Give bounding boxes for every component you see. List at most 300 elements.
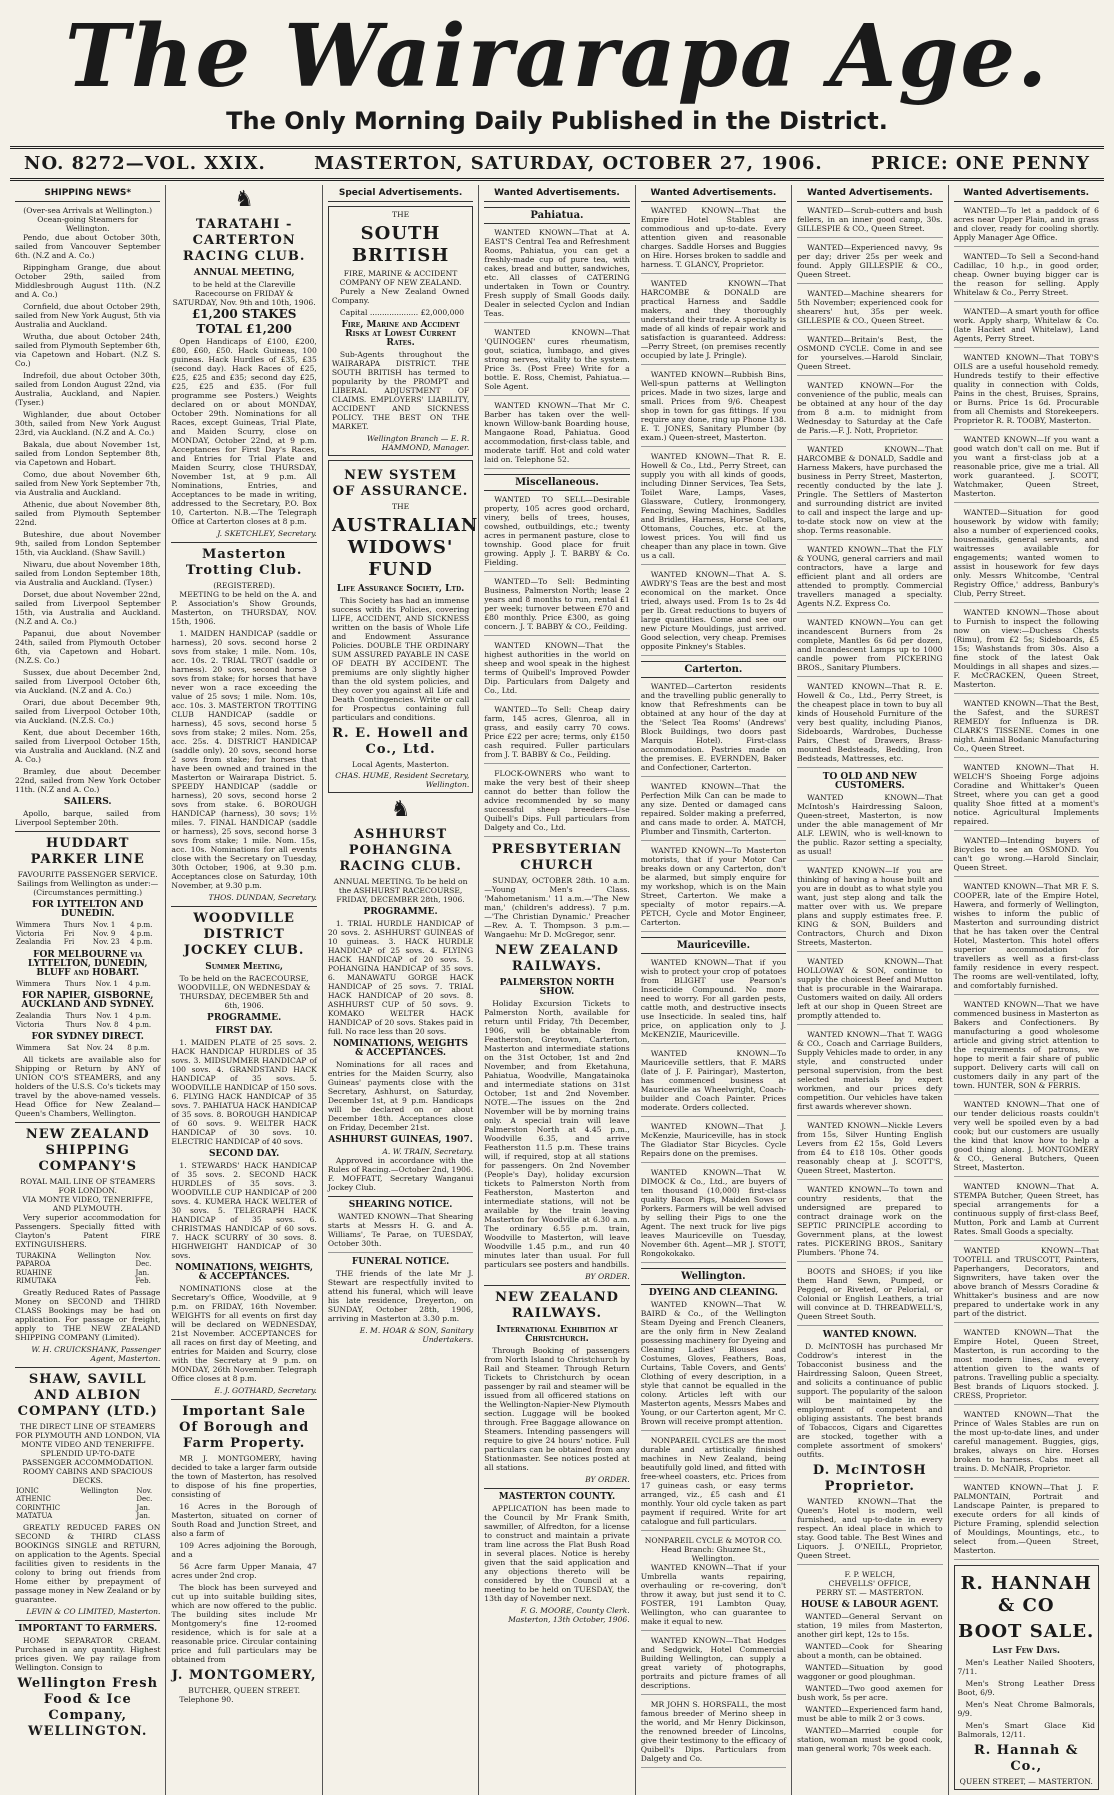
table-cell: Feb. [135,1277,151,1285]
list-item: Men's Smart Glace Kid Balmorals, 12/11. [957,1721,1095,1739]
table-cell: Wimmera [16,1044,51,1052]
south-british-risks: Fire, Marine and Accident Risks at Lowest Current Rates. [341,320,460,348]
railways2-heading: NEW ZEALAND RAILWAYS. [495,1290,619,1321]
table-cell: Nov. [136,1486,153,1495]
nzs-heading: NEW ZEALAND SHIPPING COMPANY'S [25,1126,150,1174]
list-item: WANTED KNOWN—You can get incandescent Burners from 2s complete, Mantles 6s 6d per dozen, and Incandescent Lamps up to 1000 candle power from PICKERING BROS., Sanitary Plumbers. [797,618,942,677]
table-cell: Nov. 8 [96,1020,119,1029]
table-row [15,1260,160,1269]
table-cell: Victoria [16,929,44,938]
huddart-heading: HUDDART PARKER LINE [30,836,145,867]
woodville-text: To be held on the RACECOURSE, WOODVILLE, ON WEDNESDAY & THURSDAY, DECEMBER 5th and 6th, 1906. [177,974,311,1010]
list-item: WANTED KNOWN—That the Prince of Wales Stables are run on the most up-to-date lines, and under careful management. Buggies, gigs, brakes, always on hire. Horses broken to harness. Cabs meet all trains. D. McNAIR, Proprietor. [954,1410,1099,1478]
horse-icon: ♞ [234,187,254,212]
farmer-text: HOME SEPARATOR CREAM. Purchased in any quantity. Highest prices given. We pay railage from Wellington. Consign to [15,1635,161,1672]
table-cell: 4 p.m. [130,929,153,938]
table-cell: Zealandia [16,1012,51,1020]
table-row [15,980,160,989]
list-item: WANTED TO SELL—Desirable property, 105 acres good orchard, vinery, bells of trees, houses, cowshed, outbuildings, etc.; twenty acres in permanent pasture, close to township. Good place for fruit growing. Apply J. T. BARBY & Co. Fielding. [484,495,629,572]
woodville-nominations: NOMINATIONS, WEIGHTS, & ACCEPTANCES. [175,1263,314,1282]
list-item: WANTED KNOWN—That T. WAGG & CO., Coach and Carriage Builders, Supply Vehicles made to order, in any style, and constructed under personal supervision, from the best selected materials by expert workmen, and our prices defy competition. Our vehicles have taken first awards wherever shown. [797,1030,942,1116]
table-cell: Sat [67,1044,79,1052]
woodville-sign: E. J. GOTHARD, Secretary. [214,1386,317,1395]
table-cell: RUAHINE [16,1268,53,1277]
route-table [15,1044,160,1053]
taratahi-meeting: ANNUAL MEETING, [193,268,295,278]
table-cell: Jan. [136,1503,151,1512]
property-sale-heading: Important Sale Of Borough and Farm Property. [179,1404,310,1451]
list-item: WANTED KNOWN—That W. DIMOCK & Co., Ltd., are buyers of ten thousand (10,000) first-class quality Bacon Pigs, Maiden Sows or Porkers. Farmers will be well advised by selling their Pigs to one the Agent. The next truck for live pigs leaves Mauriceville on Tuesday, November 6th. Agent—MR J. STOTT, Rongokokako. [641,1168,786,1263]
masterton-trotting-reg: (REGISTERED). [213,581,276,590]
masterton-trotting-heading: Masterton Trotting Club. [185,547,303,578]
dateline-bar [10,146,1104,181]
ashhurst-text: ANNUAL MEETING. To be held on the ASHHURST RACECOURSE, FRIDAY, DECEMBER 28th, 1906. [333,877,468,904]
list-item: Rippingham Grange, due about October 29th, sailed from Middlesbrough August 11th. (N.Z and A. Co.) [15,263,161,299]
list-item: Men's Strong Leather Dress Boot, 6/9. [957,1679,1095,1697]
pahiatua-heading: Pahiatua. [484,207,629,224]
shipping-intro: Ocean-going Steamers for Wellington. [37,215,139,233]
welch-name: F. P. WELCH, [844,1570,896,1579]
table-cell: Zealandia [16,938,51,946]
county-heading: MASTERTON COUNTY. [498,1492,616,1502]
column-wanted-1 [479,185,635,1795]
taratahi-text: to be held at the Clareville Racecourse on FRIDAY & SATURDAY, Nov. 9th and 10th, 1906. [172,280,316,307]
miscellaneous-heading: Miscellaneous. [484,474,629,491]
hannah-ad [954,1565,1099,1790]
divider [15,1367,160,1368]
list-item: WANTED KNOWN—That TOBY'S OILS are a useful household remedy. Hundreds testify to their effective quality in connection with Colds, Pains in the chest, Bruises, Sprains, or Burns. Price 1s 6d. Procurable from all Chemists and Storekeepers. Proprietor R. R. TOOBY, Masterton. [954,353,1099,430]
list-item: WANTED KNOWN—That we have commenced business in Masterton as Bakers and Confectioners. By manufacturing a good wholesome article and giving strict attention to the requirements of patrons, we hope to merit a fair share of public support. Delivery carts will call on customers daily in any part of the town. HUNTER, SON & FERRIS. [954,1000,1099,1095]
table-cell [79,1495,135,1504]
taratahi-total: £1,200 STAKES TOTAL £1,200 [191,307,297,336]
woodville-meeting: Summer Meeting, [205,962,284,972]
masthead-title: The Wairarapa Age. [64,6,1050,107]
funeral-sign: E. M. HOAR & SON, Sanitary Undertakers. [359,1326,474,1344]
list-item: WANTED KNOWN—If you want a good watch don't call on me. But if you want a first-class job at a reasonable price, give me a trial. All work guaranteed. J. SCOTT, Watchmaker, Queen Street, Masterton. [954,435,1099,503]
column-wanted-2 [636,185,792,1795]
huddart-text: Sailings from Wellington as under:— (Circumstances permitting.) [17,879,159,897]
table-row [15,1021,160,1030]
table-cell [77,1269,135,1278]
south-british-heading: SOUTH BRITISH [351,223,450,266]
wanted-heading: Wanted Advertisements. [641,185,786,202]
shaw-accommodation: SPLENDID UP-TO-DATE PASSENGER ACCOMMODATION. ROOMY CABINS AND SPACIOUS DECKS. [22,1448,154,1485]
farmer-firm: Wellington Fresh Food & Ice Company, WELLINGTON. [17,1675,159,1739]
county-text: APPLICATION has been made to the Council by Mr Frank Smith, sawmiller, of Alfredton, for a license to construct and maintain a private tram line across the Flat Bush Road in several places. Notice is hereby given that the said application and any objections thereto will be considered by the Council at a meeting to be held on TUESDAY, the 13th day of November next. [484,1504,630,1603]
hannah-days: Last Few Days. [992,1646,1061,1656]
table-cell: Thurs [65,979,86,988]
list-item: WANTED KNOWN—That H. WELCH'S Shoeing Forge adjoins Coradine and Whittaker's Queen Street, where you can get a good quality Shoe fitted at a moment's notice. Agricultural Implements repaired. [954,763,1099,831]
funeral-heading: FUNERAL NOTICE. [351,1257,450,1267]
list-item: WANTED KNOWN—That R. E. Howell & Co., Ltd., Perry Street, is the cheapest place in town to buy all kinds of Household Furniture of the very best quality, including Pianos, Sideboards, Wardrobes, Duchesse Pairs, Chest of Drawers, Brass-mounted Bedsteads, Bedding, Iron Bedsteads, Mattresses, etc. [797,682,942,768]
table-cell: IONIC [16,1486,39,1495]
ashhurst-body: 1. TRIAL HURDLE HANDICAP of 20 sovs. 2. ASHHURST GUINEAS of 10 guineas. 3. HACK HURDLE HANDICAP of 25 sovs. 4. FLYING HACK HANDICAP of 20 sovs. 5. POHANGINA HANDICAP of 35 sovs. 6. MANAWATU GORGE HACK HANDICAP of 25 sovs. 7. TRIAL HACK HANDICAP of 20 sovs. 8. ASHHURST CUP of 50 sovs. 9. KOMAKO WELTER HACK HANDICAP of 20 sovs. Stakes paid in full. No race less than 20 sovs. [327,919,474,1036]
nzs-sub: ROYAL MAIL LINE OF STEAMERS FOR LONDON. [20,1176,156,1195]
south-british-owned: Purely a New Zealand Owned Company. [331,287,470,305]
table-cell: Fri [63,929,75,938]
list-item: Men's Neat Chrome Balmorals, 9/9. [957,1700,1095,1718]
masterton-trotting-sign: THOS. DUNDAN, Secretary. [208,893,317,902]
list-item: WANTED KNOWN—That one of our tender delicious roasts couldn't very well be spoiled even by a bad cook; but our customers are usually the kind that know how to help a good thing along. J. MONTGOMERY & CO., General Butchers, Queen Street, Masterton. [954,1100,1099,1177]
list-item: WANTED—Cook for Shearing about a month, can be obtained. [797,1642,943,1660]
nzs-via: VIA MONTE VIDEO, TENERIFFE, AND PLYMOUTH. [22,1194,154,1213]
table-cell: MATATUA [16,1512,53,1520]
table-row [15,1277,160,1286]
shipping-list [15,233,160,794]
woodville-body2: 1. STEWARDS' HACK HANDICAP of 35 sovs. 2. SECOND HACK HURDLES of 35 sovs. 3. WOODVILLE CUP HANDICAP of 200 sovs. 4. KUMERA HACK WELTER of 30 sovs. 5. TELEGRAPH HACK HANDICAP of 35 sovs. 6. CHRISTMAS HANDICAP of 60 sovs. 7. HACK SCURRY of 30 sovs. 8. HIGHWEIGHT HANDICAP of 30 sovs. [171,1161,317,1260]
list-item: WANTED KNOWN—That J. F. PALMONTAIN, Portrait and Landscape Painter, is prepared to execute orders for all kinds of Picture Framing, splendid selection of Mouldings, Mountings, etc., to select from.—Queen Street, Masterton. [954,1483,1099,1560]
presbyterian-text: SUNDAY, OCTOBER 28th. 10 a.m.—Young Men's Class. 'Mahometanism.' 11 a.m.—'The New man,' (children's address). 7 p.m.—'The Christian Dynamic.' Preacher—Rev. A. T. Thompson. 3 p.m.—Wangaehu: Mr D. McGregor, senr. [484,876,630,939]
south-british-sub: FIRE, MARINE & ACCIDENT COMPANY OF NEW ZEALAND. [339,269,462,287]
taratahi-body: Open Handicaps of £100, £200, £80, £60, £50. Hack Guineas, 100 guineas. Hack Hurdles of £35, £35 (second day). Hack Races of £25, £25, £25 and £35; second day £25, £25, £25 and £35. (For full programme see Posters.) Weights declared on or about MONDAY, October 29th. Nominations for all Races, except Guineas, Trial Plate, and Maiden Scurry, close on MONDAY, October 22nd, at 9 p.m. Acceptances for First Day's Races, and Entries for Trial Plate and Maiden Scurry, close THURSDAY, November 1st, at 9 p.m. All Nominations, Entries, and Acceptances to be made in writing, addressed to the Secretary, P.O. Box 10, Carterton. N.B.—The Telegraph Office at Carterton closes at 8 p.m. [171,337,317,526]
list-item: Bakala, due about November 1st, sailed from London September 8th, via Capetown and Hobart. [15,440,161,467]
route-table [15,980,160,989]
list-item: WANTED—Experienced navvy, 9s per day; driver 25s per week and found. Apply GILLESPIE & CO., Queen Street. [797,243,942,284]
woodville-day1: FIRST DAY. [215,1026,273,1036]
shipping-heading: SHIPPING NEWS* [15,185,160,202]
shaw-text: THE DIRECT LINE OF STEAMERS FOR PLYMOUTH AND LONDON, VIA MONTE VIDEO AND TENERIFFE. [15,1421,161,1449]
divider [15,831,160,832]
south-british-capital: Capital .................... £2,000,000 [339,308,465,317]
issue-price: PRICE: ONE PENNY [870,153,1090,174]
list-item: WANTED KNOWN—That HARCOMBE & DONALD are practical Harness and Saddle makers, and they thoroughly understand their trade. A specialty is made of all kinds of repair work and satisfaction is guaranteed. Address:—Perry Street, (on premises recently occupied by late J. Pringle). [641,279,786,365]
masthead-subtitle: The Only Morning Daily Published in the District. [226,107,888,135]
table-row [15,1269,160,1278]
table-cell: Nov. 9 [92,929,116,938]
list-item: WANTED KNOWN—That the Empire Hotel Stables are commodious and up-to-date. Every attention given and reasonable charges. Saddle Horses and Buggies on Hire. Horses broken to saddle and harness. T. GLANCY, Proprietor. [641,206,786,274]
list-item: 56 Acre farm Upper Manaia, 47 acres under 2nd crop. [171,1562,317,1580]
nonpareil-firm: NONPAREIL CYCLE & MOTOR CO. Head Branch: Ghuznee St., Wellington. [644,1536,783,1563]
ashhurst-sign: A. W. TRAIN, Secretary. [382,1147,474,1156]
list-item: WANTED—To Sell: Bedminting Business, Palmerston North; lease 2 years and 8 months to run, rental £1 per week; turnover between £70 and £80 monthly. Price £300, as going concern. J. T. BABBY & CO., Feilding. [484,577,629,636]
list-item: WANTED KNOWN—Nickle Levers from 15s, Silver Hunting English Levers from £2 15s, Gold Levers from £4 to £18 10s. Other goods reasonably cheap at J. SCOTT'S, Queen Street, Masterton. [797,1121,942,1180]
taratahi-sign: J. SKETCHLEY, Secretary. [217,529,317,538]
table-row [15,1044,160,1053]
widows-fund-heading: AUSTRALIAN WIDOWS' FUND [331,515,479,580]
welch-address: PERRY ST. — MASTERTON. [815,1588,924,1597]
list-item: NONPAREIL CYCLES are the most durable and artistically finished machines in New Zealand, being beautifully gold lined, and fitted with free-wheel coasters, etc. Prices from 17 guineas cash, or easy terms arranged, viz., £5 cash and £1 monthly. Your old cycle taken as part payment if required. Write for art catalogue and full particulars. [641,1436,786,1531]
hannah-address: QUEEN STREET, — MASTERTON. [959,1777,1093,1786]
customers-heading: TO OLD AND NEW CUSTOMERS. [822,772,917,791]
list-item: WANTED KNOWN—That the Perfection Milk Can can be made to any size. Dented or damaged cans repaired. Solder making a preferred, and cans made to order. A. MATCH, Plumber and Tinsmith, Carterton. [641,782,786,841]
route-heading: FOR MELBOURNE via LYTTELTON, DUNEDIN, BLUFF and HOBART. [27,949,148,978]
list-item: Buteshire, due about November 9th, sailed from London September 15th, via Auckland. (Shaw Savill.) [15,530,161,557]
railways-order: BY ORDER. [585,1272,630,1281]
list-item: WANTED KNOWN—To town and country residents, that the undersigned are prepared to contract drainage work on the SEPTIC PRINCIPLE according to Government plans, at the lowest rates. PICKERING BROS., Sanitary Plumbers. 'Phone 74. [797,1185,942,1262]
table-cell [77,1277,135,1286]
list-item: Cornfield, due about October 29th, sailed from New York August, 5th via Australia and Auckland. [15,302,161,329]
new-system-heading: NEW SYSTEM OF ASSURANCE. [332,468,469,499]
list-item: 16 Acres in the Borough of Masterton, situated on corner of South Road and Junction Street, and also a farm of [171,1502,317,1538]
railways-heading: NEW ZEALAND RAILWAYS. [495,943,619,974]
table-cell: Fri [63,938,75,946]
hannah-name: R. HANNAH & CO [960,1573,1092,1616]
shaw-agent: LEVIN & CO LIMITED, Masterton. [26,1606,161,1616]
list-item: Pendo, due about October 30th, sailed from Vancouver September 6th. (N.Z and A. Co.) [15,233,161,260]
issue-date: MASTERTON, SATURDAY, OCTOBER 27, 1906. [314,153,823,174]
list-item: WANTED—Experienced farm hand, must be able to milk 2 or 3 cows. [797,1705,943,1723]
woodville-programme: PROGRAMME. [207,1013,282,1023]
list-item: WANTED KNOWN—For the convenience of the public, meals can be obtained at any hour of the day from 8 a.m. to midnight from Wednesday to Saturday at the Cafe de Paris.—F. J. Nott, Proprietor. [797,381,942,440]
shearing-notice: WANTED KNOWN—That Shearing starts at Messrs H. G. and A. Williams', Te Parae, on TUESDAY, October 30th. [328,1212,473,1253]
table-cell: Wellington [80,1486,119,1495]
county-sign: F. G. MOORE, County Clerk. Masterton, 13th October, 1906. [508,1606,630,1624]
list-item: WANTED KNOWN—That the Empire Hotel, Queen Street, Masterton, is run according to the most modern lines, and every attention given to the wants of patrons. Travelling public a specialty. Best brands of Liquors stocked. J. CRESS, Proprietor. [954,1328,1099,1405]
list-item: Athenic, due about November 8th, sailed from Plymouth September 22nd. [15,500,161,527]
list-item: WANTED KNOWN—That HARCOMBE & DONALD, Saddle and Harness Makers, have purchased the business in Perry Street, Masterton, recently conducted by the late J. Pringle. The Settlers of Masterton and surrounding district are invited to call and inspect the large and up-to-date stock now on view at the shop. Terms reasonable. [797,445,942,540]
welch-sub: CHEVELLS' OFFICE, [828,1579,911,1588]
list-item: WANTED—Situation for good housework by widow with family; also a number of experienced cooks, housemaids, general servants, and waitresses available for engagements; wanted women to assist in housework for few days only. Messrs Whitcombe, 'Central Registry Office,' address, Banbury's Club, Perry Street. [954,508,1099,603]
list-item: WANTED—A smart youth for office work. Apply sharp, Whitelaw & Co. (late Hacket and Whitelaw), Land Agents, Perry Street. [954,307,1099,348]
table-row [15,938,160,947]
list-item: WANTED KNOWN—That if your Umbrella wants repairing, overhauling or re-covering, don't throw it away, but just send it to C. FOSTER, 191 Lambton Quay, Wellington, who can guarantee to make it equal to new. [641,1563,786,1631]
widows-fund-the: THE [391,502,410,511]
route-heading: FOR NAPIER, GISBORNE, AUCKLAND AND SYDNEY. [21,991,155,1010]
list-item: WANTED—Carterton residents and the travelling public generally to know that Refreshments can be obtained at any hour of the day at the 'Select Tea Rooms' (Andrews' Block Buildings, two doors past Marquis Hotel). First-class accommodation. Pastries made on the premises. E. EVERNDEN, Baker and Confectioner, Carterton. [641,682,786,777]
list-item: WANTED—Married couple for station, woman must be good cook, man general work; 70s week each. [797,1726,943,1753]
table-cell: Nov. 1 [96,1012,119,1020]
shipping-sub: (Over-sea Arrivals at Wellington.) [23,206,153,215]
divider [171,906,316,907]
property-sale-sign: J. MONTGOMERY, [171,1668,317,1683]
property-sale-address: BUTCHER, QUEEN STREET. [188,1686,301,1695]
list-item: WANTED—To Sell a Second-hand Cadillac, 10 h.p., in good order, cheap. Owner buying bigger car is the reason for selling. Apply Whitelaw & Co., Perry Street. [954,252,1099,302]
woodville-heading: WOODVILLE DISTRICT JOCKEY CLUB. [183,911,305,958]
column-racing [166,185,322,1795]
list-item: Men's Leather Nailed Shooters, 7/11. [957,1658,1095,1676]
ashhurst-heading: ASHHURST POHANGINA RACING CLUB. [339,827,462,874]
list-item: WANTED KNOWN—To Masterton motorists, that if your Motor Car breaks down or any Carterton, don't be alarmed, but simply enquire for my workshop, which is on the Main Street, Carterton. We make a specialty of motor repairs.—A. PETCH, Cycle and Motor Engineer, Carterton. [641,846,786,932]
route-table [15,1012,160,1029]
table-cell: Nov. 23 [92,938,120,946]
list-item: Bramley, due about December 22nd, sailed from New York October 11th. (N.Z and A. Co.) [15,767,161,794]
list-item: WANTED KNOWN—That Mr C. Barber has taken over the well-known Willow-bank Boarding house, Mangaone Road, Pahiatua. Good accommodation, first-class table, and moderate tariff. Hot and cold water laid on. Telephone 52. [484,401,629,469]
table-cell: TURAKINA [16,1251,57,1260]
woodville-body3: NOMINATIONS close at the Secretary's Office, Woodville, at 9 p.m. on FRIDAY, 16th November. WEIGHTS for all events on first day will be declared on WEDNESDAY, 21st November. ACCEPTANCES for all races on first day of Meeting, and entries for Maiden and Scurry, close with the Secretary at 9 p.m. on MONDAY, 26th November. Telegraph Office closes at 8 p.m. [171,1284,317,1383]
railways2-text: Through Booking of passengers from North Island to Christchurch by Rail and Steamer. Through Return Tickets to Christchurch by ocean passenger by rail and steamer will be issued from all officered stations on the Wellington-Napier-New Plymouth section. Luggage will be booked through. Free Baggage allowance on Steamers. Intending passengers will require to give 24 hours' notice. Full particulars can be obtained from any Stationmaster. See notices posted at all stations. [484,1346,630,1472]
list-item: WANTED KNOWN—That A. STEMPA Butcher, Queen Street, has special arrangements for a continuous supply of first-class Beef, Mutton, Pork and Lamb at Current Rates. Small Goods a specialty. [954,1182,1099,1241]
shaw-heading: SHAW, SAVILL AND ALBION COMPANY (LTD.) [17,1371,158,1419]
table-row [15,921,160,930]
table-cell: Nov. [135,1251,152,1260]
table-cell: ATHENIC [16,1495,51,1503]
mcintosh-heading: WANTED KNOWN. [822,1330,917,1340]
horse-icon: ♞ [390,797,411,822]
widows-fund-agent: R. E. Howell and Co., Ltd. [332,726,469,757]
issue-number: NO. 8272—VOL. XXIX. [24,153,266,174]
table-cell: Wellington [77,1251,116,1260]
table-cell: 4 p.m. [128,979,151,988]
list-item: WANTED KNOWN—That HOLLOWAY & SON, continue to supply the choicest Beef and Mutton that is procurable in the Wairarapa. Customers waited on daily. All orders left at our shop in Queen Street are promptly attended to. [797,957,942,1025]
list-item: WANTED KNOWN—That 'QUINOGEN' cures rheumatism, gout, sciatica, lumbago, and gives strong nerves, vitality to the system. Price 3s. (Post Free) Write for a bottle. E. Ross, Chemist, Pahiatua.—Sole Agent. [484,328,629,396]
table-cell: 8 p.m. [127,1044,150,1052]
table-cell: Victoria [16,1020,44,1029]
table-cell: Wimmera [16,979,51,988]
widows-fund-sign: CHAS. HUME, Resident Secretary, Wellington. [335,771,470,789]
table-cell: Jan. [136,1512,151,1520]
wanted-heading: Wanted Advertisements. [954,185,1099,202]
property-sale-text: MR J. MONTGOMERY, having decided to take a larger farm outside the town of Masterton, has resolved to dispose of his fine properties, consisting of [171,1454,317,1499]
railways-text: Holiday Excursion Tickets to Palmerston North, available for return until Friday, 7th December, 1906, will be obtainable from Featherston, Greytown, Carterton, Masterton and intermediate stations on the 31st October, 1st and 2nd November, and from Eketahuna, Pahiatua, Woodville, Mangatainoka and intermediate stations on 31st October, 1st and 2nd November. NOTE.—The issues on the 2nd November will be by morning trains only. A special train will leave Palmerston North at 4.45 p.m., Woodville 6.35, and arrive Featherston 11.5 p.m. These trains will, if required, stop at all stations for passengers. On 2nd November (People's Day), holiday excursion tickets to Palmerston North from Featherston, Masterton and intermediate stations, will not be available by the train leaving Masterton for Woodville at 6.30 a.m. The ordinary 6.55 p.m. train, Woodville to Masterton, will leave Woodville 1.45 p.m., and run 40 minutes later than usual. For full particulars see posters and handbills. [484,999,630,1269]
columns [10,185,1104,1795]
wellington-heading: Wellington. [641,1268,786,1285]
table-cell: Thurs [63,921,85,929]
masterton-trotting-body: 1. MAIDEN HANDICAP (saddle or harness), 20 sovs. second horse 2 sovs from stake; 1 mile. Nom. 10s, acc. 10s. 2. TRIAL TROT (saddle or harness). 20 sovs, second horse 3 sovs from stake; for horses that have never won a race exceeding the value of 25 sovs; 1 mile. Nom. 10s, acc. 10s. 3. MASTERTON TROTTING CLUB HANDICAP (saddle or harness), 45 sovs, second horse 5 sovs from stake; 2 miles. Nom. 25s, acc. 25s. 4. DISTRICT HANDICAP (saddle only). 20 sovs, second horse 2 sovs from stake; for horses that have been owned and trained in the Masterton or Wairarapa District. 5. SPEEDY HANDICAP (saddle or harness), 20 sovs, second horse 2 sovs from stake. 6. BOROUGH HANDICAP (harness), 30 sovs; 1½ miles. 7. FINAL HANDICAP (saddle or harness), 25 sovs, second horse 3 sovs from stake; 1 mile. Nom. 15s, acc. 10s. Nominations for all events close with the Secretary on Tuesday, 30th October, 1906, at 9.30 p.m. Acceptances close on Saturday, 10th November, at 9.30 p.m. [171,629,317,890]
south-british-the: THE [391,210,410,219]
table-cell: 4 p.m. [130,921,153,929]
list-item: MR JOHN S. HORSFALL, the most famous breeder of Merino sheep in the world, and Mr Henry Dickinson, the renowned breeder of Lincolns, give their testimony to the efficacy of Quibell's Dips. Particulars from Dalgety and Co. [641,1700,786,1768]
divider [484,1285,629,1286]
railways2-sub: International Exhibition at Christchurch. [496,1325,618,1344]
list-item: WANTED KNOWN—That R. E. Howell & Co., Ltd., Perry Street, can supply you with all kinds of goods, including Dinner Services, Tea Sets, Toilet Ware, Lamps, Vases, Glassware, Cutlery, Ironmongery, Fencing, Sewing Machines, Saddles and Bridles, Harness, Horse Collars, Ottomans, Couches, etc. at the lowest prices. You will find us cheaper than any place in town. Give us a call. [641,452,786,565]
list-item: Como, due about November 6th, sailed from New York September 7th, via Australia and Auckland. [15,470,161,497]
nzs-table [15,1252,160,1286]
list-item: WANTED—To Sell: Cheap dairy farm, 145 acres, Glenroa, all in grass, and easily carry 70 cows. Price £22 per acre; terms, only £150 cash required. Fuller particulars from J. T. BABBY & Co., Feilding. [484,705,629,764]
table-cell: Nov. 24 [86,1044,114,1052]
special-heading: Special Advertisements. [328,185,473,202]
queens-hotel-ad: WANTED KNOWN—That the Queen's Hotel is modern, well furnished, and up-to-date in every respect. An ideal place in which to stay. Good table. The Best Wines and Liquors. J. O'NEILL, Proprietor, Queen Street. [797,1497,942,1565]
wellington-sub: DYEING AND CLEANING. [648,1288,778,1298]
wanted-heading: Wanted Advertisements. [797,185,942,202]
list-item: WANTED KNOWN—That W. BAIRD & Co., of the Wellington Steam Dyeing and French Cleaners, are the only firm in New Zealand possessing machinery for Dyeing and Cleaning Ladies' Blouses and Costumes, Gloves, Feathers, Boas, Curtains, Table Covers, and Gents' Clothing of every description, in a style that cannot be equalled in the colony. Articles left with our Masterton agents, Messrs Mabes and Young, or our Carterton agent, Mr C. Brown will receive prompt attention. [641,1300,786,1431]
shearing-heading: SHEARING NOTICE. [348,1200,453,1210]
shaw-note: GREATLY REDUCED FARES ON SECOND & THIRD CLASS BOOKINGS SINGLE and RETURN, on application to the Agents. Special facilities given to residents in the colony to bring out friends from Home either by prepayment of passage money in New Zealand or by guarantee. [15,1522,161,1604]
masterton-trotting-text: MEETING to be held on the A. and P. Association's Show Grounds, Masterton, on THURSDAY, NOV. 15th, 1906. [171,590,317,626]
masthead [10,6,1104,181]
table-cell: RIMUTAKA [16,1277,57,1285]
nzs-text: Very superior accommodation for Passengers. Specially fitted with Clayton's Patent FIRE EXTINGUISHERS. [15,1212,161,1249]
widows-fund-ad [328,460,479,793]
table-cell: PAPAROA [16,1260,51,1268]
presbyterian-heading: PRESBYTERIAN CHURCH [491,842,623,873]
railways-sub: PALMERSTON NORTH SHOW. [499,978,615,997]
list-item: WANTED KNOWN—That the FLY & YOUNG, general carriers and mail contractors, have a large and efficient plant and all orders are attended to promptly. Commercial travellers managed a specialty. Agents N.Z. Express Co. [797,545,942,613]
mcintosh-sign: D. McINTOSH Proprietor. [812,1463,927,1494]
divider [15,1122,160,1123]
huddart-sub: FAVOURITE PASSENGER SERVICE. [17,870,158,879]
table-cell: Nov. 1 [92,921,116,929]
widows-fund-sub: Life Assurance Society, Ltd. [336,584,465,594]
list-item: WANTED KNOWN—That MR F. S. COOPER, late of the Empire Hotel, Hawera, and formerly of Wellington, wishes to inform the public of Masterton and surrounding district that he has taken over the Central Hotel, Masterton. This hotel offers superior accommodation for travellers as well as a first-class family residence in every respect. The rooms are well-ventilated, lofty, and comfortably furnished. [954,882,1099,995]
ashhurst-body2: Nominations for all races and entries for the Maiden Scurry, also Guineas' payments close with the Secretary, Ashhurst, on Saturday, December 1st, at 9 p.m. Handicaps will be declared on or about December 18th. Acceptances close on Friday, December 21st. [327,1060,474,1132]
ashhurst-nominations: NOMINATIONS, WEIGHTS & ACCEPTANCES. [333,1039,469,1058]
funeral-notice: THE friends of the late Mr J. Stewart are respectfully invited to attend his funeral, which will leave his late residence, Dreyerton, on SUNDAY, October 28th, 1906, arriving in Masterton at 3.30 p.m. [327,1269,474,1323]
table-cell: 4 p.m. [128,1012,152,1020]
sailers-heading: SAILERS. [63,797,112,807]
list-item: Dorset, due about November 22nd, sailed from Liverpool September 15th, via Australia and Auckland. (N.Z and A. Co.) [15,590,161,626]
divider [328,1196,473,1197]
property-sale-telephone: Telephone 90. [179,1695,234,1704]
hannah-firm: R. Hannah & Co., [973,1743,1079,1774]
list-item: WANTED—Britain's Best, the OSMOND CYCLE. Come in and see for yourselves.—Harold Sinclair, Queen Street. [797,335,942,376]
list-item: 109 Acres adjoining the Borough, and a [171,1541,317,1559]
list-item: WANTED KNOWN—To Mauriceville settlers, that F. MARS (late of J. F. Pairingar), Masterton, has commenced business at Mauriceville as Wheelwright, Coach-builder and Coach Painter. Prices moderate. Orders collected. [641,1049,786,1117]
list-item: Papanui, due about November 24th, sailed from Plymouth October 6th, via Capetown and Hobart. (N.Z.S. Co.) [15,629,161,665]
list-item: Niwaru, due about November 18th, sailed from London September 18th, via Australia and Auckland. (Tyser.) [15,560,161,587]
list-item: BOOTS and SHOES; if you like them Hand Sewn, Pumped, or Pegged, or Riveted, or Pelorial, or Colonial or English Leathers, a trial will convince at D. THREADWELL'S, Queen Street South. [797,1267,942,1326]
table-cell: CORINTHIC [16,1503,61,1512]
list-item: Wighlander, due about October 30th, sailed from New York August 23rd, via Auckland. (N.Z and A. Co.) [15,410,161,437]
table-row [15,1252,160,1261]
list-item: Kent, due about December 16th, sailed from Liverpool October 15th, via Australia and Auckland. (N.Z and A. Co.) [15,728,161,764]
nzs-agent: W. H. CRUICKSHANK, Passenger Agent, Masterton. [31,1344,161,1363]
route-heading: FOR LYTTELTON AND DUNEDIN. [31,900,144,919]
shaw-table [15,1487,160,1521]
table-cell [79,1504,135,1513]
list-item: WANTED—Two good axemen for bush work, 5s per acre. [797,1684,943,1702]
south-british-sign: Wellington Branch — E. R. HAMMOND, Manager. [366,434,470,452]
route-heading: FOR SYDNEY DIRECT. [31,1032,144,1042]
carterton-heading: Carterton. [641,661,786,678]
divider [484,1488,629,1489]
widows-fund-agent2: Local Agents, Masterton. [352,760,450,769]
divider [15,1620,160,1621]
table-cell: Thurs [65,1012,87,1020]
list-item: WANTED KNOWN—That at A. EAST'S Central Tea and Refreshment Rooms, Pahiatua, you can get a freshly-made cup of pure tea, with cakes, bread and butter, sandwiches, etc. All classes of CATERING undertaken in Town or Country. Fresh supply of Small Goods daily. Dealer in selected Cyclon and Indian Teas. [484,228,629,323]
table-cell [79,1512,135,1521]
column-special [323,185,479,1795]
list-item: WANTED KNOWN—That McIntosh's Hairdressing Saloon, Queen-street, Masterton, is now under the able management of Mr ALF. LEWIN, who is well-known to the public. Razor setting a specialty, as usual! [797,793,942,861]
list-item: WANTED KNOWN—That TOOTELL and TRUSCOTT, Painters, Paperhangers, Decorators, and Signwriters, have taken over the above branch of Messrs Coradine & Whittaker's business and are now prepared to undertake work in any part of the district. [954,1246,1099,1323]
list-item: WANTED KNOWN—That the highest authorities in the world on sheep and wool speak in the highest terms of Quibell's Improved Powder Dip. Particulars from Dalgety and Co., Ltd. [484,641,629,700]
list-item: WANTED—To let a paddock of 6 acres near Upper Plain, and in grass and clover, ready for cooling shortly. Apply Manager Age Office. [954,206,1099,247]
sailers-text: Apollo, barque, sailed from Liverpool September 20th. [15,809,161,827]
table-cell: 4 p.m. [128,1020,152,1029]
south-british-text: Sub-Agents throughout the WAIRARAPA DISTRICT. THE SOUTH BRITISH has termed to popularity by the PROMPT and LIBERAL ADJUSTMENT OF CLAIMS. EMPLOYERS' LIABILITY, ACCIDENT AND SICKNESS POLICY. THE BEST ON THE MARKET. [331,350,470,431]
property-sale-body: The block has been surveyed and cut up into suitable building sites, which are now offered to the public. The building sites include Mr Montgomery's fine 12-roomed residence, which is for sale at a reasonable price. Circular containing price and full particulars may be obtained from [171,1583,317,1664]
table-row [15,1012,160,1021]
table-cell: Thurs [65,1020,87,1029]
table-cell [77,1260,135,1269]
list-item: WANTED KNOWN—That Hodges and Sedgwick, Hotel Commercial Building Wellington, can supply a great variety of photographs, portraits and picture frames of all descriptions. [641,1636,786,1695]
farmer-heading: IMPORTANT TO FARMERS. [18,1623,158,1634]
table-cell: Nov. 1 [95,979,118,988]
ashhurst-programme: PROGRAMME. [363,907,438,917]
list-item: FLOCK-OWNERS who want to make the very best of their sheep cannot do better than follow the advice recommended by so many successful sheep breeders—Use Quibell's Dips. Full particulars from Dalgety and Co., Ltd. [484,769,629,837]
hannah-sale: BOOT SALE. [958,1621,1095,1642]
list-item: Sussex, due about December 2nd, sailed from Liverpool October 6th, via Auckland. (N.Z and A. Co.) [15,668,161,695]
route-table [15,921,160,947]
table-cell: 4 p.m. [130,938,153,946]
list-item: WANTED KNOWN—Rubbish Bins, Well-spun patterns at Wellington prices. Made in two sizes, large and small. Prices from 9/6. Cheapest shop in town for gas fittings. If you require any done, ring up Phone 138. E. T. JONES, Sanitary Plumber (by exam.) Queen-street, Masterton. [641,370,786,447]
table-cell: Dec. [135,1260,152,1268]
list-item: WANTED KNOWN—That if you wish to protect your crop of potatoes from BLIGHT use Pearson's Insecticide Compound. No more need to worry. For all garden pests, cattle moth, and destructive insects use Insecticide. In sealed tins, half price, on application only to J. McKENZIE, Mauriceville. [641,958,786,1044]
list-item: Orari, due about December 9th, sailed from Liverpool October 10th, via Auckland. (N.Z.S. Co.) [15,698,161,725]
table-row [15,1504,160,1513]
column-wanted-4 [949,185,1104,1795]
widows-fund-text: This Society has had an immense success with its Policies, covering LIFE, ACCIDENT, AND SICKNESS written on the basis of Whole Life and Endowment Assurance Policies. DOUBLE THE ORDINARY SUM ASSURED PAYABLE IN CASE OF DEATH BY ACCIDENT. The premiums are only slightly higher than the old system policies, and they cover you against all Life and Death Contingencies. Write or call for Prospectus containing full particulars and conditions. [331,596,470,722]
list-item: Indrefoil, due about October 30th, sailed from London August 22nd, via Australia, Auckland, and Napier. (Tyser.) [15,371,161,407]
mauriceville-heading: Mauriceville. [641,937,786,954]
list-item: WANTED—Intending buyers of Bicycles to see an OSMOND. You can't go wrong.—Harold Sinclair, Queen Street. [954,836,1099,877]
table-cell: Jan. [135,1268,150,1277]
list-item: WANTED—General Servant on station, 19 miles from Masterton, another girl kept, 12s to 15s. [797,1612,943,1639]
divider [171,1399,316,1400]
list-item: WANTED—Situation by good waggoner or good ploughman. [797,1663,943,1681]
table-cell: Wimmera [16,921,51,929]
ashhurst-approved: Approved in accordance with the Rules of Racing.—October 2nd, 1906. F. MOFFATT, Secretary Wanganui Jockey Club. [327,1156,474,1192]
railways2-order: BY ORDER. [585,1475,630,1484]
list-item: Wrutha, due about October 24th, sailed from Plymouth September 6th, via Capetown and Hobart. (N.Z S. Co.) [15,332,161,368]
nzs-note: Greatly Reduced Rates of Passage Money on SECOND and THIRD CLASS Bookings may be had on application. For passage or freight, apply to THE NEW ZEALAND SHIPPING COMPANY (Limited). [15,1287,161,1342]
list-item: WANTED KNOWN—If you are thinking of having a house built and you are in doubt as to what style you want, just step along and talk the matter over with us. We prepare plans and supply estimates free. F. KING & SON, Builders and Contractors, Church and Dixon Streets, Masterton. [797,866,942,952]
list-item: WANTED—Machine shearers for 5th November; experienced cook for shearers' hut, 35s per week. GILLESPIE & CO., Queen Street. [797,289,942,330]
huddart-note: All tickets are available also for Shipping or Return by ANY of UNION CO'S STEAMERS, and any holders of the U.S.S. Co's tickets may travel by the above-named vessels. Head Office for New Zealand—Queen's Chambers, Wellington. [15,1054,161,1118]
column-wanted-3 [792,185,948,1795]
list-item: WANTED KNOWN—That the Best, the Safest, and the SUREST REMEDY for Influenza is DR. CLARK'S TISSENE. Comes in one night. Animal Bodanic Manufacturing Co., Queen Street. [954,699,1099,758]
list-item: WANTED—Scrub-cutters and bush fellers, in an inner good camp, 30s. GILLESPIE & CO., Queen Street. [797,206,942,238]
list-item: WANTED KNOWN—That J. McKenzie, Mauriceville, has in stock The Gladiator Star Bicycles. Cycle Repairs done on the premises. [641,1122,786,1163]
